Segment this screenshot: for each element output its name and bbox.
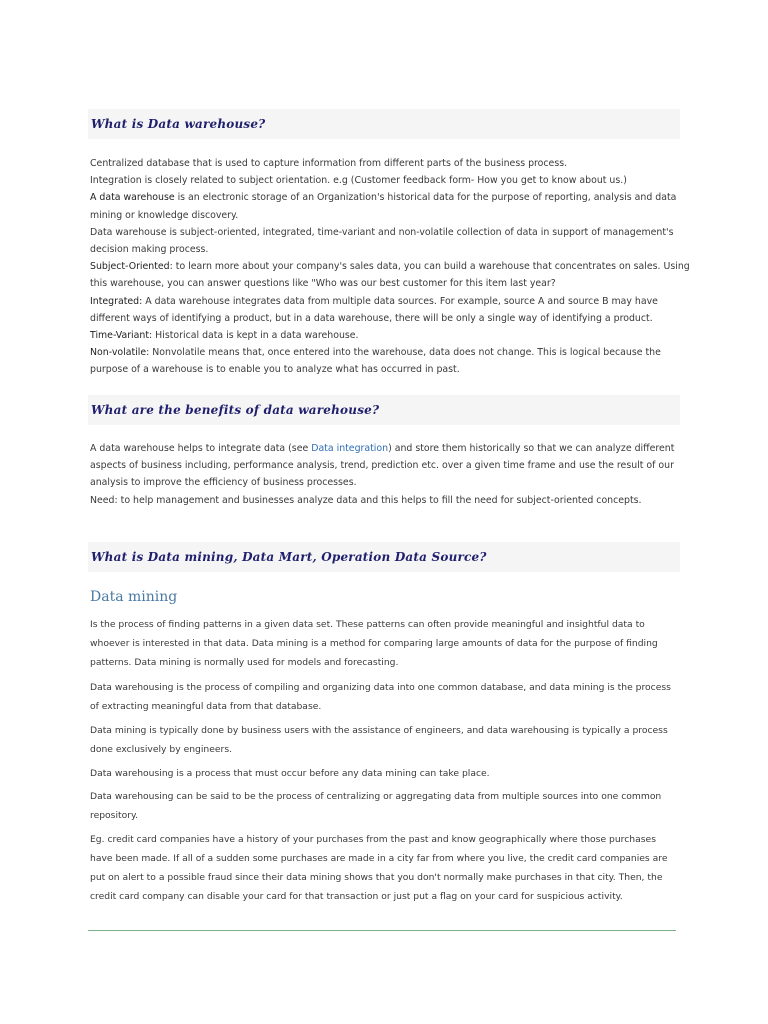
section-heading-bar xyxy=(88,395,680,425)
text-fragment: : Historical data is kept in a data warehouse. xyxy=(149,330,359,342)
text-line: mining or knowledge discovery. xyxy=(90,209,239,221)
section-body-data-warehouse xyxy=(90,155,690,379)
section-body-benefits xyxy=(90,440,680,509)
text-line xyxy=(90,344,680,361)
text-line xyxy=(90,440,680,457)
text-line: credit card company can disable your card for that transaction or just put a flag on your card for suspicious activity. xyxy=(90,891,623,902)
text-fragment: : to learn more about your company's sales data, you can build a warehouse that concentrates on sales. Using xyxy=(169,261,690,273)
text-line: have been made. If all of a sudden some purchases are made in a city far from where you live, the credit card companies are xyxy=(90,853,668,864)
text-line: whoever is interested in that data. Data mining is a method for comparing large amounts of data for the purpose of finding xyxy=(90,638,658,649)
paragraph xyxy=(90,764,680,783)
section-title-benefits: What are the benefits of data warehouse? xyxy=(91,403,380,417)
text-line: Is the process of finding patterns in a given data set. These patterns can often provide meaningful and insightful data to xyxy=(90,619,645,630)
text-line: analysis to improve the efficiency of business processes. xyxy=(90,477,357,489)
text-fragment: : Nonvolatile means that, once entered into the warehouse, data does not change. This is logical because the xyxy=(146,347,661,359)
paragraph xyxy=(90,615,680,672)
horizontal-rule xyxy=(88,930,676,931)
text-line: Data mining is typically done by business users with the assistance of engineers, and data warehousing is typically a process xyxy=(90,725,668,736)
section-title-data-mining: What is Data mining, Data Mart, Operation Data Source? xyxy=(91,550,487,564)
text-fragment: is an electronic storage of an Organization's historical data for the purpose of reporting, analysis and data xyxy=(174,192,677,204)
term-non-volatile: Non-volatile xyxy=(90,347,147,359)
text-line: of extracting meaningful data from that database. xyxy=(90,701,322,712)
section-heading-bar xyxy=(88,542,680,572)
text-line: this warehouse, you can answer questions like "Who was our best customer for this item last year? xyxy=(90,278,556,290)
text-line xyxy=(90,327,680,344)
term-data-warehouse: A data warehouse xyxy=(90,192,175,204)
text-fragment: ) and store them historically so that we can analyze different xyxy=(388,443,675,454)
data-integration-link[interactable]: Data integration xyxy=(311,443,389,454)
text-line: Data warehouse is subject-oriented, integrated, time-variant and non-volatile collection of data in support of management's xyxy=(90,226,674,238)
text-line: aspects of business including, performance analysis, trend, prediction etc. over a given time frame and use the result of our xyxy=(90,460,674,472)
text-line: Data warehousing is a process that must occur before any data mining can take place. xyxy=(90,768,490,779)
text-line: done exclusively by engineers. xyxy=(90,744,233,755)
term-subject-oriented: Subject-Oriented xyxy=(90,261,170,273)
term-integrated: Integrated: xyxy=(90,295,143,307)
text-line xyxy=(90,258,690,275)
text-line: put on alert to a possible fraud since their data mining shows that you don't normally make purchases in that city. Then, the xyxy=(90,872,663,883)
paragraph xyxy=(90,678,680,716)
text-line xyxy=(90,293,680,310)
term-time-variant: Time-Variant xyxy=(90,330,150,342)
text-fragment: A data warehouse helps to integrate data (see xyxy=(90,443,312,454)
paragraph xyxy=(90,721,680,759)
text-line: Integration is closely related to subject orientation. e.g (Customer feedback form- How you get to know about us.) xyxy=(90,175,627,187)
section-title-data-warehouse: What is Data warehouse? xyxy=(91,117,266,131)
text-line xyxy=(90,189,680,206)
paragraph xyxy=(90,830,680,906)
text-line: Eg. credit card companies have a history of your purchases from the past and know geographically where those purchases xyxy=(90,834,656,845)
text-line: Data warehousing can be said to be the process of centralizing or aggregating data from multiple sources into one common xyxy=(90,791,662,802)
text-line: purpose of a warehouse is to enable you to analyze what has occurred in past. xyxy=(90,364,460,376)
text-line: different ways of identifying a product, but in a data warehouse, there will be only a single way of identifying a product. xyxy=(90,312,653,324)
text-fragment: A data warehouse integrates data from multiple data sources. For example, source A and source B may have xyxy=(142,295,658,307)
text-line: decision making process. xyxy=(90,244,209,256)
subheading-data-mining: Data mining xyxy=(90,589,178,605)
text-line: Data warehousing is the process of compiling and organizing data into one common database, and data mining is the process xyxy=(90,682,671,693)
section-heading-bar xyxy=(88,109,680,139)
text-line: Need: to help management and businesses analyze data and this helps to fill the need for subject-oriented concepts. xyxy=(90,494,642,506)
text-line: patterns. Data mining is normally used for models and forecasting. xyxy=(90,657,399,668)
text-line: Centralized database that is used to capture information from different parts of the business process. xyxy=(90,158,568,169)
text-line: repository. xyxy=(90,810,139,821)
paragraph xyxy=(90,787,680,825)
